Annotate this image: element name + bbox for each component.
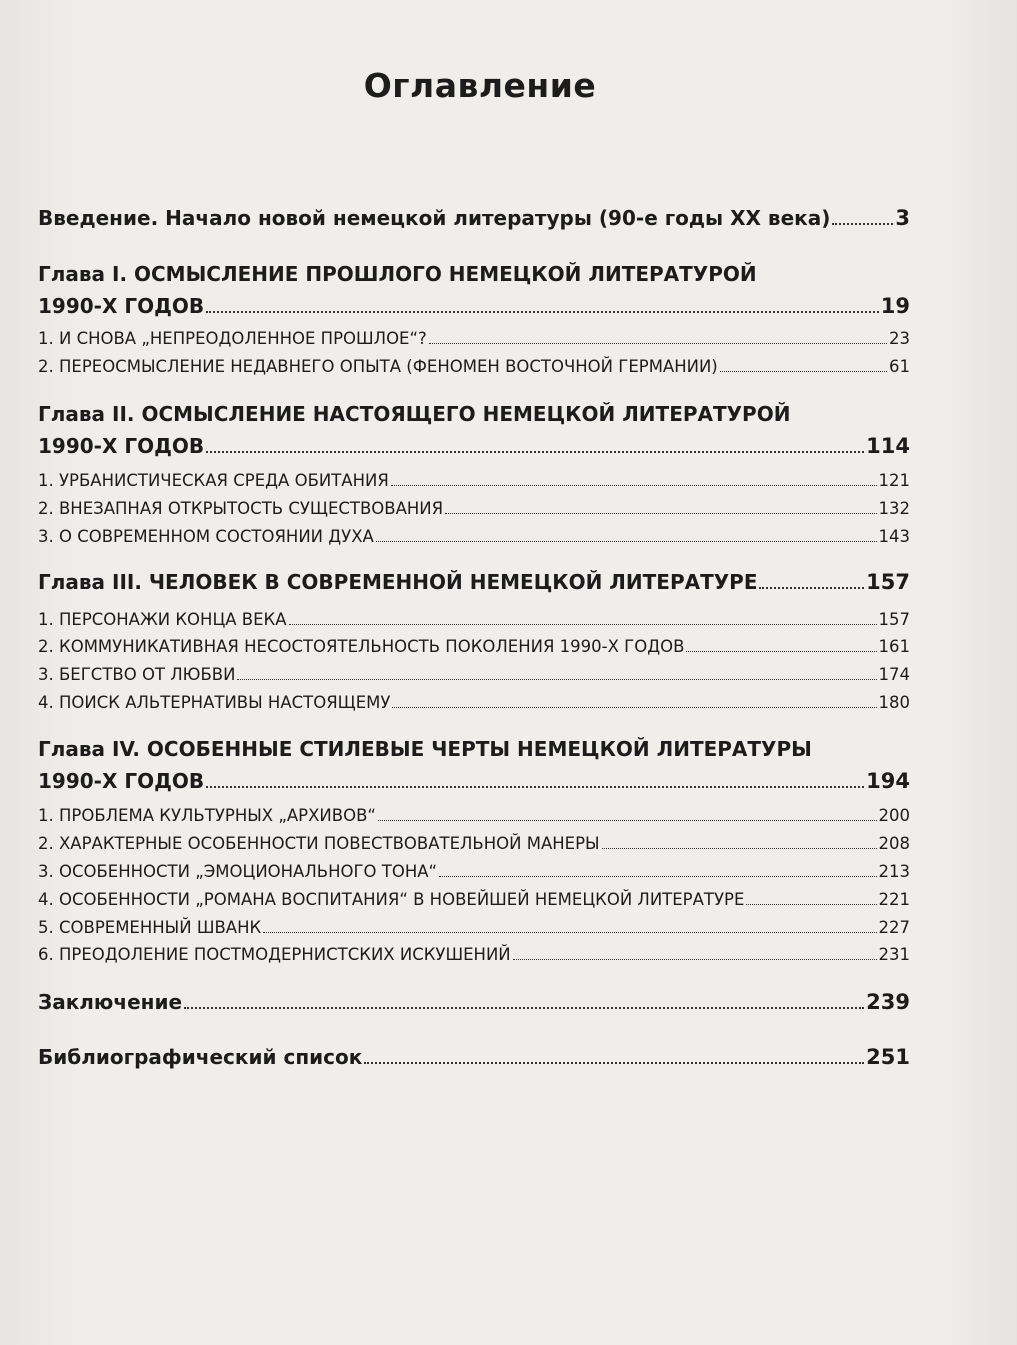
toc-section — [38, 637, 910, 656]
toc-page-number: 143 — [878, 527, 910, 546]
chapter-heading: Глава I. ОСМЫСЛЕНИЕ ПРОШЛОГО НЕМЕЦКОЙ ЛИТЕРАТУРОЙ — [38, 262, 757, 286]
toc-section-label: 2. ВНЕЗАПНАЯ ОТКРЫТОСТЬ СУЩЕСТВОВАНИЯ — [38, 499, 444, 518]
dot-leader — [263, 932, 876, 933]
toc-page-number: 180 — [878, 693, 910, 712]
toc-section — [38, 329, 910, 348]
dot-leader — [439, 876, 876, 877]
toc-entry-intro — [38, 206, 910, 230]
toc-entry-conclusion — [38, 990, 910, 1014]
toc-page-number: 194 — [866, 769, 910, 793]
dot-leader — [206, 786, 864, 788]
toc-section — [38, 527, 910, 546]
dot-leader — [237, 679, 876, 680]
toc-page-number: 121 — [878, 471, 910, 490]
toc-section-label: 3. ОСОБЕННОСТИ „ЭМОЦИОНАЛЬНОГО ТОНА“ — [38, 862, 438, 881]
toc-page-number: 23 — [889, 329, 910, 348]
dot-leader — [364, 1062, 864, 1064]
toc-section-label: 1. ПЕРСОНАЖИ КОНЦА ВЕКА — [38, 610, 287, 629]
chapter-heading: Глава II. ОСМЫСЛЕНИЕ НАСТОЯЩЕГО НЕМЕЦКОЙ ЛИТЕРАТУРОЙ — [38, 402, 791, 426]
toc-page-number: 239 — [866, 990, 910, 1014]
toc-page-number: 3 — [895, 206, 910, 230]
toc-section-label: 2. ПЕРЕОСМЫСЛЕНИЕ НЕДАВНЕГО ОПЫТА (ФЕНОМЕН ВОСТОЧНОЙ ГЕРМАНИИ) — [38, 357, 718, 376]
toc-section-label: 1. ПРОБЛЕМА КУЛЬТУРНЫХ „АРХИВОВ“ — [38, 806, 376, 825]
toc-page-number: 251 — [866, 1045, 910, 1069]
dot-leader — [376, 541, 877, 542]
chapter-heading-line2 — [38, 294, 910, 318]
toc-section — [38, 862, 910, 881]
dot-leader — [746, 904, 876, 905]
dot-leader — [391, 485, 877, 486]
toc-page-number: 161 — [878, 637, 910, 656]
toc-section-label: 3. БЕГСТВО ОТ ЛЮБВИ — [38, 665, 236, 684]
chapter-heading — [38, 570, 910, 594]
toc-page-number: 157 — [866, 570, 910, 594]
toc-entry-label: Библиографический список — [38, 1045, 363, 1069]
toc-section — [38, 834, 910, 853]
toc-page-number: 61 — [889, 357, 910, 376]
toc-section — [38, 610, 910, 629]
dot-leader — [445, 513, 876, 514]
toc-section — [38, 665, 910, 684]
toc-section — [38, 945, 910, 964]
dot-leader — [392, 707, 876, 708]
toc-entry-label: 1990-Х ГОДОВ — [38, 434, 205, 458]
dot-leader — [289, 624, 877, 625]
toc-entry-label: Глава III. ЧЕЛОВЕК В СОВРЕМЕННОЙ НЕМЕЦКОЙ ЛИТЕРАТУРЕ — [38, 570, 758, 594]
toc-section-label: 2. ХАРАКТЕРНЫЕ ОСОБЕННОСТИ ПОВЕСТВОВАТЕЛЬНОЙ МАНЕРЫ — [38, 834, 600, 853]
chapter-heading-line2 — [38, 769, 910, 793]
toc-section-label: 5. СОВРЕМЕННЫЙ ШВАНК — [38, 918, 262, 937]
toc-section — [38, 499, 910, 518]
toc-entry-label: Заключение — [38, 990, 183, 1014]
toc-entry-label: 1990-Х ГОДОВ — [38, 769, 205, 793]
chapter-heading: Глава IV. ОСОБЕННЫЕ СТИЛЕВЫЕ ЧЕРТЫ НЕМЕЦКОЙ ЛИТЕРАТУРЫ — [38, 737, 812, 761]
toc-section-label: 1. И СНОВА „НЕПРЕОДОЛЕННОЕ ПРОШЛОЕ“? — [38, 329, 427, 348]
toc-page-number: 132 — [878, 499, 910, 518]
dot-leader — [832, 223, 893, 225]
toc-page-number: 114 — [866, 434, 910, 458]
chapter-heading-line2 — [38, 434, 910, 458]
page-title: Оглавление — [363, 66, 597, 105]
toc-section — [38, 357, 910, 376]
toc-page-number: 231 — [878, 945, 910, 964]
toc-section-label: 1. УРБАНИСТИЧЕСКАЯ СРЕДА ОБИТАНИЯ — [38, 471, 389, 490]
dot-leader — [513, 959, 877, 960]
dot-leader — [720, 371, 887, 372]
dot-leader — [759, 587, 864, 589]
toc-page-number: 221 — [878, 890, 910, 909]
toc-section — [38, 918, 910, 937]
toc-section-label: 4. ПОИСК АЛЬТЕРНАТИВЫ НАСТОЯЩЕМУ — [38, 693, 391, 712]
toc-section — [38, 890, 910, 909]
dot-leader — [206, 451, 864, 453]
dot-leader — [206, 311, 879, 313]
toc-page-number: 213 — [878, 862, 910, 881]
toc-section — [38, 806, 910, 825]
dot-leader — [184, 1007, 864, 1009]
toc-section-label: 6. ПРЕОДОЛЕНИЕ ПОСТМОДЕРНИСТСКИХ ИСКУШЕНИЙ — [38, 945, 511, 964]
toc-entry-bibliography — [38, 1045, 910, 1069]
toc-page-number: 19 — [880, 294, 910, 318]
toc-page-number: 208 — [878, 834, 910, 853]
toc-page-number: 227 — [878, 918, 910, 937]
dot-leader — [429, 343, 887, 344]
toc-page-number: 157 — [878, 610, 910, 629]
toc-section — [38, 471, 910, 490]
toc-section-label: 2. КОММУНИКАТИВНАЯ НЕСОСТОЯТЕЛЬНОСТЬ ПОКОЛЕНИЯ 1990-Х ГОДОВ — [38, 637, 685, 656]
dot-leader — [686, 651, 876, 652]
toc-page-number: 174 — [878, 665, 910, 684]
toc-page-number: 200 — [878, 806, 910, 825]
dot-leader — [602, 848, 877, 849]
toc-section-label: 3. О СОВРЕМЕННОМ СОСТОЯНИИ ДУХА — [38, 527, 374, 546]
toc-entry-label: Введение. Начало новой немецкой литературы (90-е годы XX века) — [38, 206, 831, 230]
toc-entry-label: 1990-Х ГОДОВ — [38, 294, 205, 318]
toc-section — [38, 693, 910, 712]
toc-section-label: 4. ОСОБЕННОСТИ „РОМАНА ВОСПИТАНИЯ“ В НОВЕЙШЕЙ НЕМЕЦКОЙ ЛИТЕРАТУРЕ — [38, 890, 745, 909]
dot-leader — [378, 820, 877, 821]
